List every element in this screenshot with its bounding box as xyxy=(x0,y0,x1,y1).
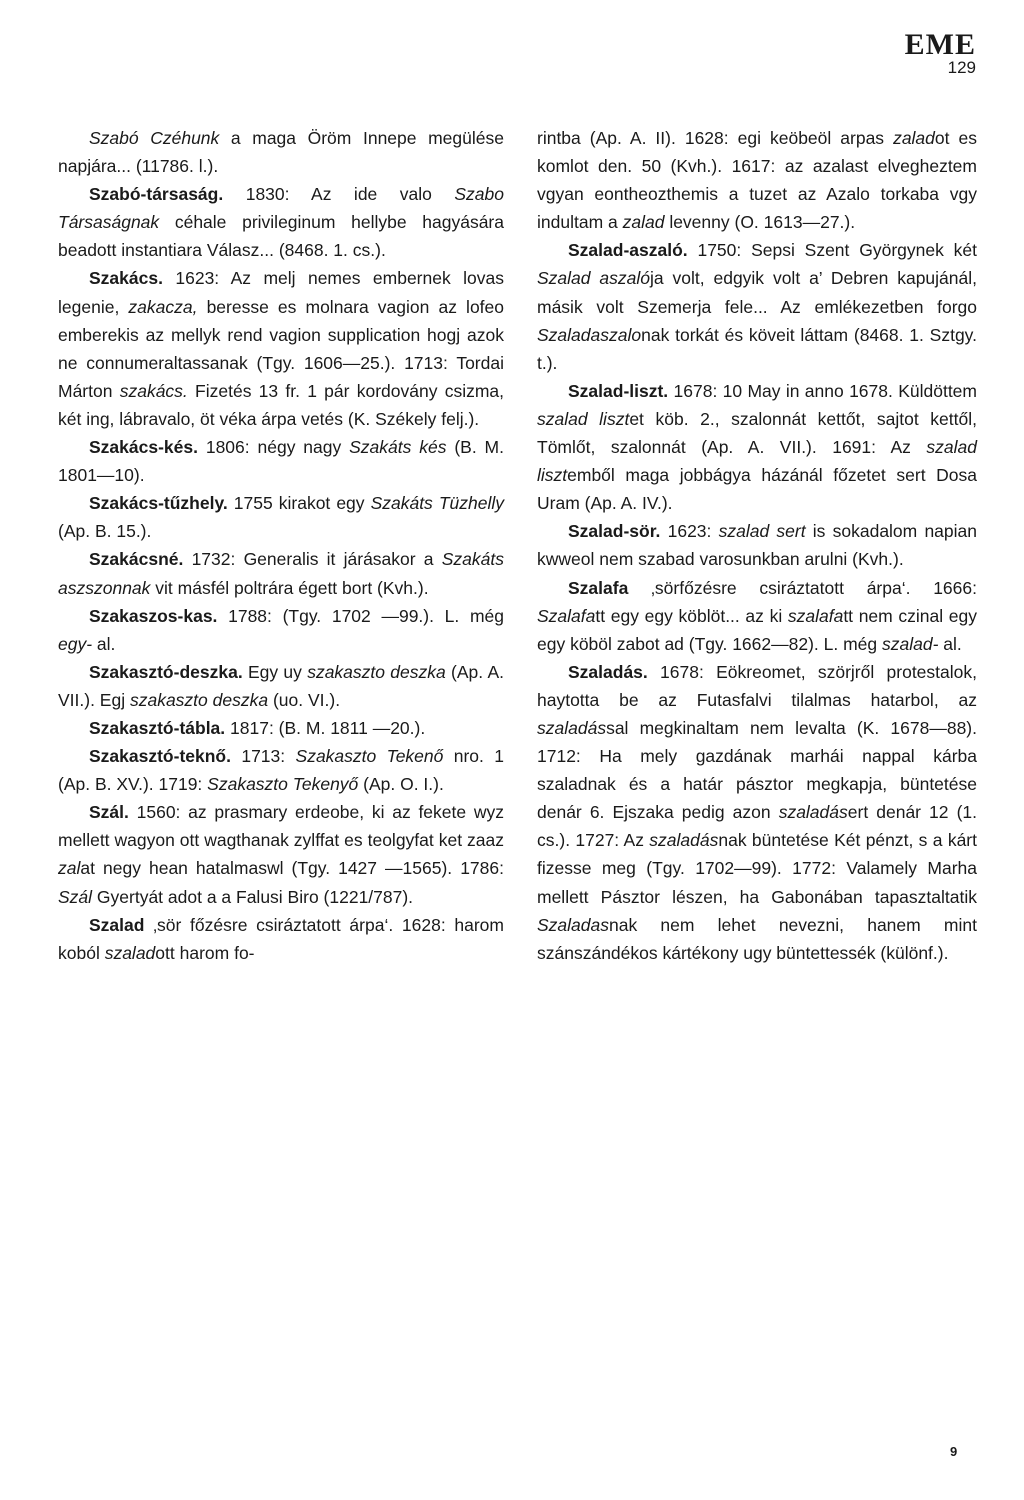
entry-text: (Ap. A. VII.). Egj xyxy=(58,661,505,710)
entry-headword: Szakasztó-tábla. xyxy=(89,717,226,738)
entry-text: nro. 1 (Ap. B. XV.). 1719: xyxy=(58,746,504,795)
entry-quoted-term: szakaszto deszka xyxy=(307,661,446,682)
entry-text: 1830: Az ide valo xyxy=(223,184,455,205)
running-head: EME xyxy=(904,28,976,61)
entry-quoted-term: Szakáts kés xyxy=(349,437,447,458)
entry-text: 1732: Generalis it járásakor a xyxy=(183,549,442,570)
entry-text: sal megkinaltam nem levalta (K. 1678—88). 1712: Ha mely gazdának marhái nappal kárba szaladnak és a határ pásztor megkapja, büntetése denár 6. Ejszaka pedig azon xyxy=(537,717,977,823)
dictionary-entry xyxy=(58,798,504,910)
dictionary-entry xyxy=(58,124,504,180)
entry-text: 1817: (B. M. 1811 —20.). xyxy=(225,717,426,738)
entry-text: ert denár 12 (1. cs.). 1727: Az xyxy=(537,802,978,851)
entry-quoted-term: szaladás xyxy=(649,830,719,851)
entry-headword: Szál. xyxy=(89,802,129,823)
entry-headword: Szalad-aszaló. xyxy=(568,240,688,261)
entry-text: rintba (Ap. A. II). 1628: egi keöbeöl arpas xyxy=(537,128,894,148)
entry-text: 1713: xyxy=(230,746,296,767)
entry-headword: Szaladás. xyxy=(568,661,648,682)
dictionary-entry xyxy=(58,714,504,742)
entry-text: 1788: (Tgy. 1702 —99.). L. még xyxy=(217,605,504,626)
entry-text: emből maga jobbágya házánál főzetet sert Dosa Uram (Ap. A. IV.). xyxy=(537,465,977,514)
entry-text: 1750: Sepsi Szent Györgynek két xyxy=(687,240,977,261)
entry-text: (Ap. O. I.). xyxy=(358,774,444,795)
entry-text: tt egy egy köblöt... az ki xyxy=(595,605,788,626)
entry-text: beresse es molnara vagion az lofeo emberekis az mellyk rend vagion supplication hogj azok ne connumeraltassanak (Tgy. 1606—25.). 1713: Tordai Márton xyxy=(58,296,504,401)
dictionary-entry xyxy=(58,433,504,489)
entry-text: 1806: négy nagy xyxy=(197,437,350,458)
entry-quoted-term: szaladás xyxy=(537,717,607,738)
entry-text: nak torkát és köveit láttam (8468. 1. Sztgy. t.). xyxy=(537,324,977,373)
entry-quoted-term: Szabó Czéhunk xyxy=(89,128,220,148)
entry-quoted-term: Szál xyxy=(58,886,93,907)
dictionary-entry xyxy=(537,124,977,236)
entry-quoted-term: szalad xyxy=(104,942,156,963)
entry-quoted-term: szalad liszt xyxy=(537,408,630,429)
entry-quoted-term: Szabo Társaságnak xyxy=(58,184,504,233)
dictionary-entry xyxy=(58,742,504,798)
entry-text: is sokadalom napian kwweol nem szabad varosunkban arulni (Kvh.). xyxy=(537,521,977,570)
dictionary-entry xyxy=(58,180,504,264)
entry-text: ott harom fo- xyxy=(155,942,255,963)
dictionary-entry xyxy=(58,658,504,714)
entry-quoted-term: Szakaszto Tekenyő xyxy=(207,774,359,795)
dictionary-entry xyxy=(58,911,504,967)
signature-mark: 9 xyxy=(950,1444,958,1459)
entry-quoted-term: Szaladas xyxy=(537,914,609,935)
entry-text: et köb. 2., szalonnát kettőt, sajtot kettől, Tömlőt, szalonnát (Ap. A. VII.). 1691: Az xyxy=(537,408,977,458)
entry-headword: Szakács-kés. xyxy=(89,437,198,458)
page-number: 129 xyxy=(947,58,976,77)
entry-quoted-term: Szalafa xyxy=(537,605,596,626)
entry-text: (B. M. 1801—10). xyxy=(58,437,504,486)
entry-quoted-term: szalafa xyxy=(787,605,844,626)
entry-headword: Szalad-sör. xyxy=(568,521,661,542)
entry-text: 1623: xyxy=(660,521,719,542)
entry-headword: Szalafa xyxy=(568,577,629,598)
entry-text: al. xyxy=(92,633,116,654)
entry-headword: Szakács-tűzhely. xyxy=(89,493,228,514)
dictionary-entry xyxy=(58,264,504,433)
dictionary-entry xyxy=(58,602,504,658)
dictionary-entry xyxy=(537,658,977,967)
entry-headword: Szakasztó-teknő. xyxy=(89,746,231,767)
entry-text: 1623: Az melj nemes embernek lovas legenie, xyxy=(58,268,504,317)
right-column xyxy=(537,124,977,967)
left-column xyxy=(58,124,504,967)
entry-quoted-term: szalad- xyxy=(882,633,939,654)
entry-headword: Szalad xyxy=(89,914,145,935)
entry-quoted-term: Szakaszto Tekenő xyxy=(295,746,444,767)
entry-text: ‚sör főzésre csiráztatott árpa‘. 1628: harom koból xyxy=(58,914,504,963)
entry-quoted-term: egy- xyxy=(58,633,93,654)
entry-text: (uo. VI.). xyxy=(268,689,341,710)
dictionary-entry xyxy=(537,236,977,376)
entry-text: 1560: az prasmary erdeobe, ki az fekete wyz mellett wagyon ott wagthanak zylffat es teolgyfat ket zaaz xyxy=(58,802,504,851)
entry-text: levenny (O. 1613—27.). xyxy=(664,212,856,233)
entry-text: céhale privileginum hellybe hagyására beadott instantiara Válasz... (8468. 1. cs.). xyxy=(58,212,504,261)
entry-quoted-term: szalad liszt xyxy=(537,437,977,486)
entry-text: nak nem lehet nevezni, hanem mint szánszándékos kártékony ugy büntettessék (különf.). xyxy=(537,914,977,963)
entry-text: vit másfél poltrára égett bort (Kvh.). xyxy=(150,577,429,598)
entry-headword: Szalad-liszt. xyxy=(568,380,669,401)
entry-text: a maga Öröm Innepe megülése napjára... (11786. l.). xyxy=(58,128,504,177)
entry-quoted-term: zalad xyxy=(622,212,665,233)
entry-text: Gyertyát adot a a Falusi Biro (1221/787). xyxy=(92,886,414,907)
dictionary-entry xyxy=(537,517,977,573)
entry-text: (Ap. B. 15.). xyxy=(58,521,152,542)
entry-text: ja volt, edgyik volt a’ Debren kapujánál, másik volt Szemerja fele... Az emlékezetben forgo xyxy=(537,268,977,317)
entry-quoted-term: zakacza, xyxy=(128,296,198,317)
entry-headword: Szabó-társaság. xyxy=(89,184,224,205)
entry-text: al. xyxy=(938,633,962,654)
entry-text: ot es komlot den. 50 (Kvh.). 1617: az azalast elvegheztem vgyan eontheozthemis a tuzet az Azalo torkaba vgy indultam a xyxy=(537,128,977,233)
entry-text: tt nem czinal egy egy köböl zabot ad (Tgy. 1662—82). L. még xyxy=(537,605,977,654)
entry-text: nak büntetése Két pénzt, s a kárt fizesse meg (Tgy. 1702—99). 1772: Valamely Marha mellett Pásztor lészen, ha Gabonában tapasztaltatik xyxy=(537,830,977,907)
entry-quoted-term: szaladás xyxy=(778,802,848,823)
entry-quoted-term: szakaszto deszka xyxy=(129,689,269,710)
entry-quoted-term: zalad xyxy=(893,128,935,148)
entry-text: Fizetés 13 fr. 1 pár kordovány csizma, két ing, lábravalo, öt véka árpa vetés (K. Székely felj.). xyxy=(58,380,505,429)
entry-headword: Szakaszos-kas. xyxy=(89,605,218,626)
entry-text: ‚sörfőzésre csiráztatott árpa‘. 1666: xyxy=(628,577,977,598)
entry-quoted-term: Szalad aszaló xyxy=(537,268,650,289)
entry-quoted-term: Szakáts Tüzhelly xyxy=(370,493,505,514)
entry-text: Egy uy xyxy=(242,661,308,682)
entry-text: 1678: 10 May in anno 1678. Küldöttem xyxy=(668,380,977,401)
entry-quoted-term: zal xyxy=(58,858,81,879)
dictionary-entry xyxy=(537,377,977,517)
entry-quoted-term: Szaladaszalo xyxy=(537,324,642,345)
entry-headword: Szakácsné. xyxy=(89,549,184,570)
entry-text: at negy hean hatalmaswl (Tgy. 1427 —1565). 1786: xyxy=(80,858,504,879)
entry-text: 1678: Eökreomet, szörjről protestalok, haytotta be az Futasfalvi tilalmas hatarbol, az xyxy=(537,661,977,710)
entry-text: 1755 kirakot egy xyxy=(227,493,371,514)
entry-quoted-term: szalad sert xyxy=(718,521,806,542)
entry-quoted-term: Szakáts aszszonnak xyxy=(58,549,504,598)
dictionary-entry xyxy=(58,489,504,545)
page-header xyxy=(905,30,976,76)
dictionary-entry xyxy=(58,545,504,601)
entry-headword: Szakasztó-deszka. xyxy=(89,661,243,682)
entry-quoted-term: szakács. xyxy=(119,380,188,401)
dictionary-entry xyxy=(537,574,977,658)
entry-headword: Szakács. xyxy=(89,268,163,289)
